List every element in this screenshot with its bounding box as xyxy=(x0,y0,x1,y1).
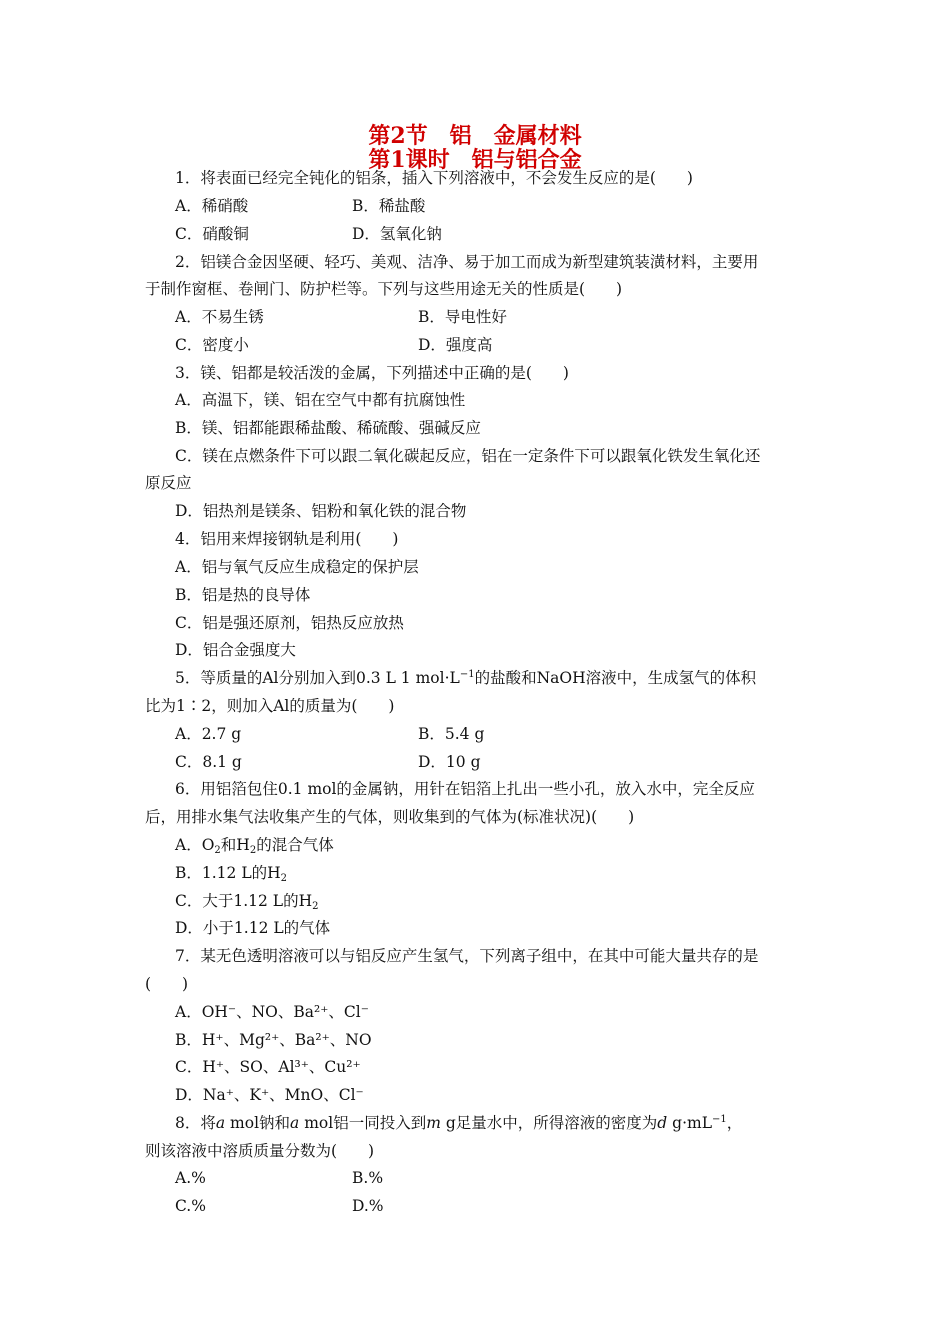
question-8-variable-a-2: a xyxy=(290,1114,300,1132)
question-6-option-c-text: C．大于1.12 L的H xyxy=(175,892,313,910)
question-8-part-5: g·mL xyxy=(667,1114,712,1132)
question-8-part-4: g足量水中，所得溶液的密度为 xyxy=(440,1114,658,1132)
question-2-option-d: D．强度高 xyxy=(418,336,493,354)
question-6-option-c-subscript: 2 xyxy=(312,901,319,912)
question-5-stem-line-1 xyxy=(175,668,756,688)
question-6-option-a-part-1: A．O xyxy=(175,836,215,854)
question-7-stem-line-1: 7．某无色透明溶液可以与铝反应产生氢气，下列离子组中，在其中可能大量共存的是 xyxy=(175,947,759,965)
question-2-option-c: C．密度小 xyxy=(175,336,249,354)
question-5-option-a: A．2.7 g xyxy=(175,725,242,743)
question-6-option-a-subscript-1: 2 xyxy=(214,845,221,856)
question-7-option-d: D．Na⁺、K⁺、MnO、Cl⁻ xyxy=(175,1086,364,1104)
question-7-stem-line-2: ( ) xyxy=(145,975,189,993)
question-3-option-c-line-1: C．镁在点燃条件下可以跟二氧化碳起反应，铝在一定条件下可以跟氧化铁发生氧化还 xyxy=(175,447,761,465)
question-8-stem-line-1 xyxy=(175,1113,742,1133)
question-6-option-a xyxy=(175,835,334,855)
question-7-option-b: B．H⁺、Mg²⁺、Ba²⁺、NO xyxy=(175,1031,372,1049)
question-8-part-3: mol铝一同投入到 xyxy=(299,1114,427,1132)
question-8-option-a: A.% xyxy=(175,1169,206,1187)
question-5-stem-part-1: 5．等质量的Al分别加入到0.3 L 1 mol·L xyxy=(175,669,460,687)
question-8-stem-line-2: 则该溶液中溶质质量分数为( ) xyxy=(145,1142,375,1160)
question-8-variable-m: m xyxy=(426,1114,441,1132)
question-3-option-a: A．高温下，镁、铝在空气中都有抗腐蚀性 xyxy=(175,391,466,409)
question-4-option-b: B．铝是热的良导体 xyxy=(175,586,311,604)
question-6-stem-line-2: 后，用排水集气法收集产生的气体，则收集到的气体为(标准状况)( ) xyxy=(145,808,635,826)
question-5-stem-line-2: 比为1∶2，则加入Al的质量为( ) xyxy=(145,697,395,715)
lesson-subtitle: 第1课时 铝与铝合金 xyxy=(368,147,582,173)
question-2-stem-line-2: 于制作窗框、卷闸门、防护栏等。下列与这些用途无关的性质是( ) xyxy=(145,280,623,298)
question-6-option-d: D．小于1.12 L的气体 xyxy=(175,919,331,937)
question-7-option-c: C．H⁺、SO、Al³⁺、Cu²⁺ xyxy=(175,1058,361,1076)
question-5-option-c: C．8.1 g xyxy=(175,753,242,771)
question-8-variable-a: a xyxy=(215,1114,226,1132)
question-8-option-c: C.% xyxy=(175,1197,206,1215)
question-4-stem: 4．铝用来焊接钢轨是利用( ) xyxy=(175,530,399,548)
question-8-variable-d: d xyxy=(657,1114,668,1132)
question-5-option-b: B．5.4 g xyxy=(418,725,485,743)
question-5-superscript: −1 xyxy=(459,669,475,680)
question-7-option-a: A．OH⁻、NO、Ba²⁺、Cl⁻ xyxy=(175,1003,369,1021)
question-1-option-b: B．稀盐酸 xyxy=(352,197,426,215)
section-title: 第2节 铝 金属材料 xyxy=(368,123,582,149)
question-3-option-d: D．铝热剂是镁条、铝粉和氧化铁的混合物 xyxy=(175,502,467,520)
question-6-option-b-subscript: 2 xyxy=(280,873,288,884)
question-8-part-1: 8．将 xyxy=(175,1114,216,1132)
question-8-superscript: −1 xyxy=(712,1114,727,1125)
question-8-option-d: D.% xyxy=(352,1197,384,1215)
question-6-option-c xyxy=(175,891,318,911)
question-8-part-6: ， xyxy=(726,1114,743,1132)
question-3-option-c-line-2: 原反应 xyxy=(145,474,192,492)
question-1-stem: 1．将表面已经完全钝化的铝条，插入下列溶液中，不会发生反应的是( ) xyxy=(175,169,693,187)
question-6-option-b-text: B．1.12 L的H xyxy=(175,864,281,882)
question-2-stem-line-1: 2．铝镁合金因坚硬、轻巧、美观、洁净、易于加工而成为新型建筑装潢材料，主要用 xyxy=(175,253,759,271)
question-1-option-c: C．硝酸铜 xyxy=(175,225,249,243)
question-5-stem-part-2: 的盐酸和NaOH溶液中，生成氢气的体积 xyxy=(474,669,757,687)
question-2-option-a: A．不易生锈 xyxy=(175,308,264,326)
question-1-option-a: A．稀硝酸 xyxy=(175,197,249,215)
question-4-option-d: D．铝合金强度大 xyxy=(175,641,296,659)
question-8-part-2: mol钠和 xyxy=(225,1114,291,1132)
question-6-option-b xyxy=(175,863,287,883)
question-6-option-a-part-3: 的混合气体 xyxy=(256,836,334,854)
question-5-option-d: D．10 g xyxy=(418,753,481,771)
question-4-option-a: A．铝与氧气反应生成稳定的保护层 xyxy=(175,558,419,576)
question-6-option-a-part-2: 和H xyxy=(220,836,250,854)
question-6-stem-line-1: 6．用铝箔包住0.1 mol的金属钠，用针在铝箔上扎出一些小孔，放入水中，完全反应 xyxy=(175,780,755,798)
question-3-stem: 3．镁、铝都是较活泼的金属，下列描述中正确的是( ) xyxy=(175,364,569,382)
question-3-option-b: B．镁、铝都能跟稀盐酸、稀硫酸、强碱反应 xyxy=(175,419,481,437)
question-1-option-d: D．氢氧化钠 xyxy=(352,225,442,243)
question-6-option-a-subscript-2: 2 xyxy=(249,845,257,856)
question-2-option-b: B．导电性好 xyxy=(418,308,507,326)
question-8-option-b: B.% xyxy=(352,1169,384,1187)
question-4-option-c: C．铝是强还原剂，铝热反应放热 xyxy=(175,614,404,632)
